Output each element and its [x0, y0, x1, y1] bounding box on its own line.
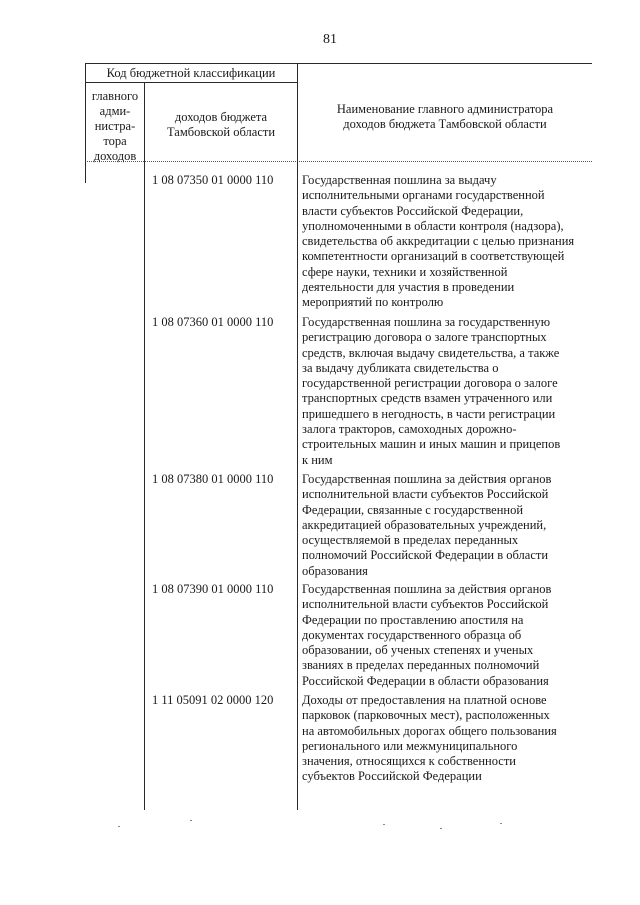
description-line: образования — [302, 563, 368, 578]
description-line: осуществляемой в пределах переданных — [302, 533, 519, 548]
code-column-divider — [297, 63, 298, 810]
description-line: регистрацию договора о залоге транспортных — [302, 330, 547, 345]
scan-speck — [118, 826, 120, 827]
row-description — [302, 472, 602, 579]
description-line: аккредитацией образовательных учреждений, — [302, 517, 547, 532]
description-line: строительных машин и иных машин и прицепов — [302, 437, 561, 452]
description-line: Федерации по проставлению апостиля на — [302, 612, 524, 627]
row-description — [302, 315, 602, 468]
table-top-border — [85, 63, 592, 64]
description-line: к ним — [302, 452, 333, 467]
description-line: Российской Федерации в области образования — [302, 673, 549, 688]
description-line: Федерации, связанные с государственной — [302, 502, 524, 517]
description-line: мероприятий по контролю — [302, 295, 444, 310]
header-bottom-border — [85, 161, 592, 162]
description-line: сфере науки, техники и хозяйственной — [302, 264, 508, 279]
header-admin-line: адми- — [99, 104, 131, 118]
header-admin-line: тора — [103, 134, 127, 148]
description-line: на автомобильных дорогах общего пользования — [302, 723, 557, 738]
scan-speck — [190, 820, 192, 821]
description-line: транспортных средств взамен утраченного или — [302, 391, 553, 406]
description-line: средств, включая выдачу свидетельства, а также — [302, 345, 560, 360]
description-line: Государственная пошлина за выдачу — [302, 173, 497, 187]
description-line: Государственная пошлина за действия органов — [302, 582, 552, 596]
description-line: залога тракторов, самоходных дорожно- — [302, 422, 517, 437]
header-income-column — [145, 110, 297, 140]
header-admin-line: нистра- — [94, 119, 136, 133]
description-line: исполнительными органами государственной — [302, 188, 545, 203]
description-line: компетентности организаций в соответствующей — [302, 249, 565, 264]
row-description — [302, 693, 602, 785]
row-code: 1 11 05091 02 0000 120 — [152, 693, 274, 707]
description-line: Государственная пошлина за действия органов — [302, 472, 552, 486]
description-line: образовании, об ученых степенях и ученых — [302, 643, 534, 658]
description-line: свидетельства об аккредитации с целью признания — [302, 234, 575, 249]
header-income-line: Тамбовской области — [166, 125, 276, 139]
scan-speck — [500, 823, 502, 824]
description-line: званиях в пределах переданных полномочий — [302, 658, 540, 673]
description-line: за выдачу дубликата свидетельства о — [302, 360, 499, 375]
description-line: власти субъектов Российской Федерации, — [302, 203, 524, 218]
description-line: документах государственного образца об — [302, 627, 522, 642]
description-line: Доходы от предоставления на платной основе — [302, 693, 547, 707]
description-line: уполномоченными в области контроля (надзора), — [302, 218, 564, 233]
description-line: Государственная пошлина за государственную — [302, 315, 551, 329]
page-number: 81 — [323, 32, 337, 47]
description-line: регионального или межмуниципального — [302, 738, 518, 753]
description-line: исполнительной власти субъектов Российской — [302, 487, 549, 502]
description-line: государственной регистрации договора о залоге — [302, 376, 558, 391]
row-code: 1 08 07390 01 0000 110 — [152, 582, 274, 596]
row-code: 1 08 07360 01 0000 110 — [152, 315, 274, 329]
description-line: исполнительной власти субъектов Российской — [302, 597, 549, 612]
group-header-divider — [85, 82, 297, 83]
scan-speck — [383, 824, 385, 825]
header-admin-line: доходов — [93, 149, 137, 163]
description-line: пришедшего в негодность, в части регистрации — [302, 406, 556, 421]
description-line: значения, относящихся к собственности — [302, 754, 516, 769]
scan-speck — [440, 828, 442, 829]
description-line: деятельности для участия в проведении — [302, 280, 515, 295]
admin-column-divider — [144, 82, 145, 810]
header-admin-line: главного — [91, 89, 139, 103]
row-description — [302, 173, 602, 311]
header-name-line: Наименование главного администратора — [336, 102, 554, 116]
row-code: 1 08 07350 01 0000 110 — [152, 173, 274, 187]
description-line: субъектов Российской Федерации — [302, 769, 482, 784]
row-description — [302, 582, 602, 689]
description-line: парковок (парковочных мест), расположенных — [302, 708, 550, 723]
description-line: полномочий Российской Федерации в области — [302, 548, 549, 563]
header-name-line: доходов бюджета Тамбовской области — [343, 117, 547, 131]
header-admin-column — [86, 89, 144, 164]
row-code: 1 08 07380 01 0000 110 — [152, 472, 274, 486]
header-name-column — [298, 102, 592, 132]
header-income-line: доходов бюджета — [174, 110, 268, 124]
header-group-title: Код бюджетной классификации — [106, 66, 276, 80]
